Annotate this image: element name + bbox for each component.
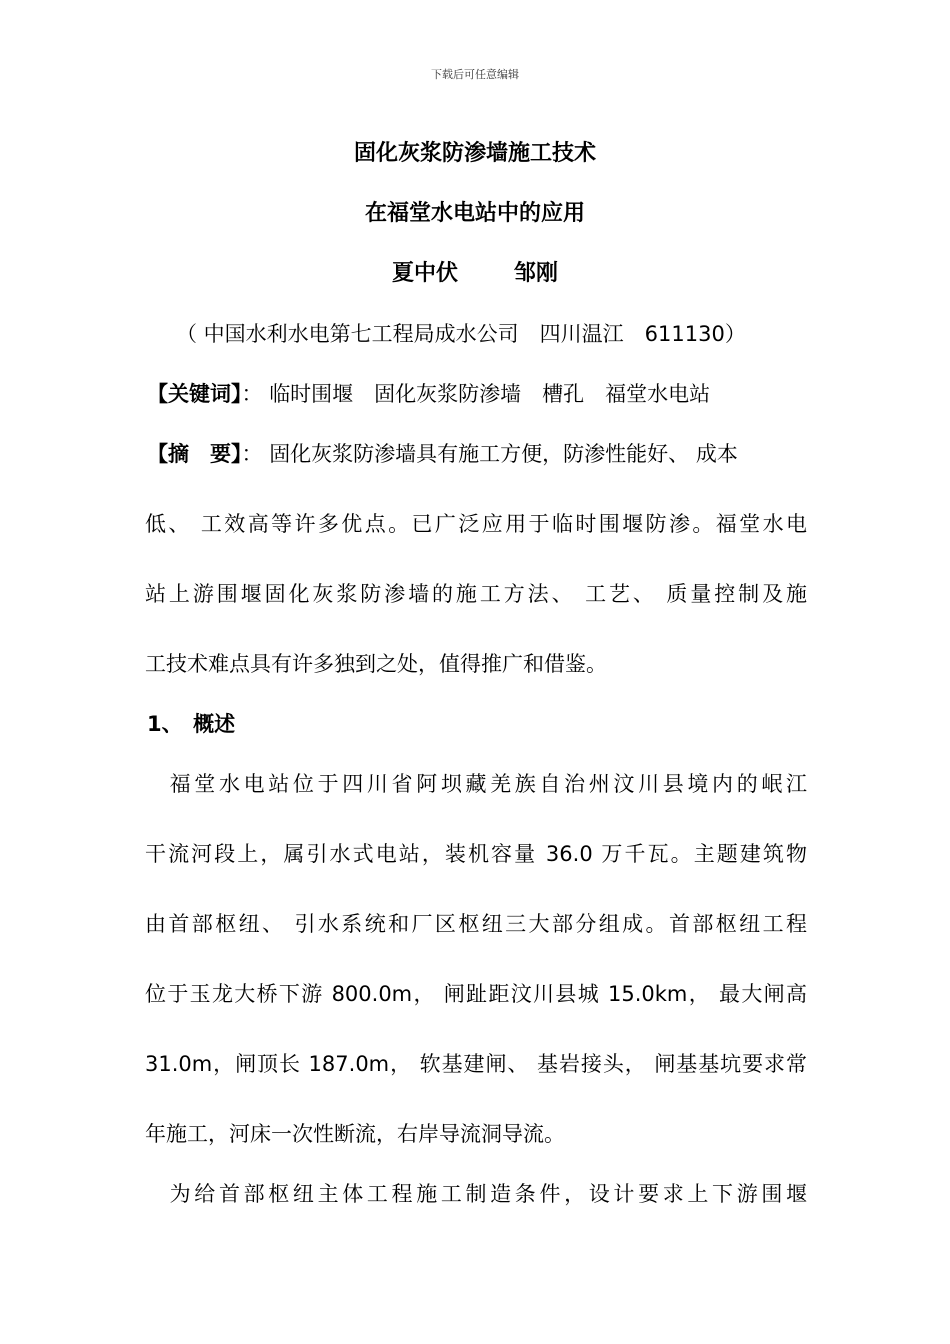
paragraph-line: 31.0m，闸顶长 187.0m， 软基建闸、 基岩接头， 闸基基坑要求常	[145, 1052, 807, 1076]
paragraph-line: 位于玉龙大桥下游 800.0m， 闸趾距汶川县城 15.0km， 最大闸高	[145, 982, 807, 1006]
section-heading: 1、 概述	[147, 712, 236, 736]
author-1: 夏中伏	[391, 261, 458, 286]
paragraph-line: 为给首部枢纽主体工程施工制造条件，设计要求上下游围堰	[145, 1182, 807, 1206]
keywords	[147, 378, 710, 408]
authors	[0, 256, 950, 287]
paragraph-line: 由首部枢纽、 引水系统和厂区枢纽三大部分组成。首部枢纽工程	[145, 912, 807, 936]
abstract-line: 工技术难点具有许多独到之处，值得推广和借鉴。	[145, 652, 607, 676]
document-title-line-2: 在福堂水电站中的应用	[364, 201, 585, 226]
keywords-items: 临时围堰 固化灰浆防渗墙 槽孔 福堂水电站	[269, 382, 711, 406]
author-2: 邹刚	[514, 261, 559, 286]
abstract-line: 站上游围堰固化灰浆防渗墙的施工方法、 工艺、 质量控制及施	[145, 582, 807, 606]
keywords-label: 【关键词】	[147, 382, 242, 406]
paragraph-line: 干流河段上，属引水式电站，装机容量 36.0 万千瓦。主题建筑物	[145, 842, 807, 866]
affiliation: （ 中国水利水电第七工程局成水公司 四川温江 611130）	[176, 322, 746, 346]
paragraph-line: 福堂水电站位于四川省阿坝藏羌族自治州汶川县境内的岷江	[145, 772, 807, 796]
page-header-note: 下载后可任意编辑	[431, 68, 519, 81]
abstract-label: 【摘 要】	[147, 442, 242, 466]
abstract-line: 低、 工效高等许多优点。已广泛应用于临时围堰防渗。福堂水电	[145, 512, 807, 536]
keywords-colon: ：	[241, 382, 263, 406]
document-title-line-1: 固化灰浆防渗墙施工技术	[353, 141, 596, 166]
abstract-colon: ：	[241, 442, 263, 466]
abstract-first-line	[147, 438, 738, 468]
paragraph-line: 年施工，河床一次性断流，右岸导流洞导流。	[145, 1122, 565, 1146]
abstract-text-start: 固化灰浆防渗墙具有施工方便，防渗性能好、 成本	[269, 442, 738, 466]
